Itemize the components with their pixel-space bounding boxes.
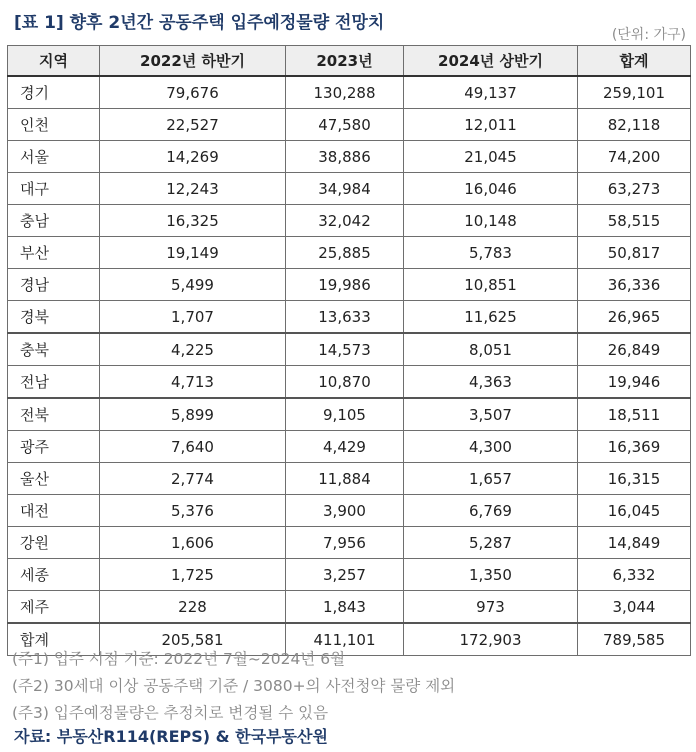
- table-title: [표 1] 향후 2년간 공동주택 입주예정물량 전망치: [14, 13, 385, 33]
- value-2022-h2: 4,713: [100, 366, 286, 399]
- total-2023: 411,101: [286, 623, 404, 656]
- value-2024-h1: 4,300: [404, 431, 578, 463]
- value-2023: 10,870: [286, 366, 404, 399]
- value-2022-h2: 1,606: [100, 527, 286, 559]
- region-cell: 울산: [8, 463, 100, 495]
- value-2024-h1: 11,625: [404, 301, 578, 334]
- table-row: [8, 559, 691, 591]
- value-2024-h1: 10,148: [404, 205, 578, 237]
- region-cell: 경북: [8, 301, 100, 334]
- table-row: [8, 591, 691, 624]
- value-2023: 130,288: [286, 76, 404, 109]
- region-cell: 전북: [8, 398, 100, 431]
- header-2024-h1: 2024년 상반기: [404, 46, 578, 77]
- value-2022-h2: 5,499: [100, 269, 286, 301]
- value-2022-h2: 1,707: [100, 301, 286, 334]
- value-total: 18,511: [578, 398, 691, 431]
- region-cell: 서울: [8, 141, 100, 173]
- value-2023: 13,633: [286, 301, 404, 334]
- supply-table: [7, 45, 691, 656]
- header-2022-h2: 2022년 하반기: [100, 46, 286, 77]
- note-2: (주2) 30세대 이상 공동주택 기준 / 3080+의 사전청약 물량 제외: [12, 677, 456, 695]
- value-2023: 34,984: [286, 173, 404, 205]
- value-2022-h2: 1,725: [100, 559, 286, 591]
- value-2022-h2: 228: [100, 591, 286, 624]
- region-cell: 경남: [8, 269, 100, 301]
- table-row: [8, 333, 691, 366]
- value-total: 14,849: [578, 527, 691, 559]
- value-2023: 25,885: [286, 237, 404, 269]
- note-3: (주3) 입주예정물량은 추정치로 변경될 수 있음: [12, 704, 329, 722]
- total-2024-h1: 172,903: [404, 623, 578, 656]
- value-total: 3,044: [578, 591, 691, 624]
- region-cell: 제주: [8, 591, 100, 624]
- value-2023: 4,429: [286, 431, 404, 463]
- table-row: [8, 366, 691, 399]
- header-row: [8, 46, 691, 77]
- region-cell: 인천: [8, 109, 100, 141]
- value-total: 6,332: [578, 559, 691, 591]
- value-2024-h1: 5,783: [404, 237, 578, 269]
- value-2023: 47,580: [286, 109, 404, 141]
- value-2022-h2: 4,225: [100, 333, 286, 366]
- value-2023: 7,956: [286, 527, 404, 559]
- value-total: 19,946: [578, 366, 691, 399]
- value-total: 50,817: [578, 237, 691, 269]
- value-2022-h2: 19,149: [100, 237, 286, 269]
- region-cell: 대전: [8, 495, 100, 527]
- region-cell: 강원: [8, 527, 100, 559]
- region-cell: 전남: [8, 366, 100, 399]
- value-total: 16,369: [578, 431, 691, 463]
- table-row: [8, 463, 691, 495]
- value-2023: 32,042: [286, 205, 404, 237]
- value-total: 74,200: [578, 141, 691, 173]
- value-2022-h2: 79,676: [100, 76, 286, 109]
- value-2024-h1: 6,769: [404, 495, 578, 527]
- region-cell: 충북: [8, 333, 100, 366]
- value-2023: 14,573: [286, 333, 404, 366]
- table-row: [8, 431, 691, 463]
- value-2024-h1: 10,851: [404, 269, 578, 301]
- value-total: 26,849: [578, 333, 691, 366]
- value-2024-h1: 8,051: [404, 333, 578, 366]
- table-row: [8, 398, 691, 431]
- header-2023: 2023년: [286, 46, 404, 77]
- value-2024-h1: 3,507: [404, 398, 578, 431]
- value-total: 58,515: [578, 205, 691, 237]
- value-2024-h1: 1,350: [404, 559, 578, 591]
- value-total: 82,118: [578, 109, 691, 141]
- value-2023: 19,986: [286, 269, 404, 301]
- value-2024-h1: 5,287: [404, 527, 578, 559]
- value-2022-h2: 14,269: [100, 141, 286, 173]
- total-sum: 789,585: [578, 623, 691, 656]
- value-2022-h2: 16,325: [100, 205, 286, 237]
- value-2023: 3,900: [286, 495, 404, 527]
- value-2022-h2: 22,527: [100, 109, 286, 141]
- unit-label: (단위: 가구): [611, 27, 686, 43]
- value-2023: 9,105: [286, 398, 404, 431]
- value-2024-h1: 16,046: [404, 173, 578, 205]
- value-total: 26,965: [578, 301, 691, 334]
- table-row: [8, 141, 691, 173]
- table-row: [8, 301, 691, 334]
- header-region: 지역: [8, 46, 100, 77]
- total-2022-h2: 205,581: [100, 623, 286, 656]
- table-row: [8, 495, 691, 527]
- table-row: [8, 527, 691, 559]
- value-2022-h2: 7,640: [100, 431, 286, 463]
- value-total: 16,315: [578, 463, 691, 495]
- value-2022-h2: 5,899: [100, 398, 286, 431]
- note-1: (주1) 입주 시점 기준: 2022년 7월~2024년 6월: [12, 650, 346, 668]
- value-2023: 11,884: [286, 463, 404, 495]
- value-2023: 3,257: [286, 559, 404, 591]
- region-cell: 경기: [8, 76, 100, 109]
- value-2022-h2: 2,774: [100, 463, 286, 495]
- region-cell: 충남: [8, 205, 100, 237]
- value-2023: 38,886: [286, 141, 404, 173]
- value-2024-h1: 4,363: [404, 366, 578, 399]
- table-row: [8, 237, 691, 269]
- table-row: [8, 173, 691, 205]
- value-2024-h1: 12,011: [404, 109, 578, 141]
- value-2024-h1: 21,045: [404, 141, 578, 173]
- region-cell: 대구: [8, 173, 100, 205]
- source-credit: 자료: 부동산R114(REPS) & 한국부동산원: [14, 727, 328, 746]
- value-total: 36,336: [578, 269, 691, 301]
- table-row: [8, 109, 691, 141]
- value-2024-h1: 1,657: [404, 463, 578, 495]
- value-total: 259,101: [578, 76, 691, 109]
- value-2023: 1,843: [286, 591, 404, 624]
- region-cell: 세종: [8, 559, 100, 591]
- value-total: 63,273: [578, 173, 691, 205]
- header-total: 합계: [578, 46, 691, 77]
- value-total: 16,045: [578, 495, 691, 527]
- region-cell: 광주: [8, 431, 100, 463]
- table-row: [8, 269, 691, 301]
- notes: [12, 646, 455, 727]
- table-row: [8, 76, 691, 109]
- value-2024-h1: 49,137: [404, 76, 578, 109]
- region-cell: 부산: [8, 237, 100, 269]
- value-2024-h1: 973: [404, 591, 578, 624]
- value-2022-h2: 12,243: [100, 173, 286, 205]
- value-2022-h2: 5,376: [100, 495, 286, 527]
- table-row: [8, 205, 691, 237]
- total-label: 합계: [8, 623, 100, 656]
